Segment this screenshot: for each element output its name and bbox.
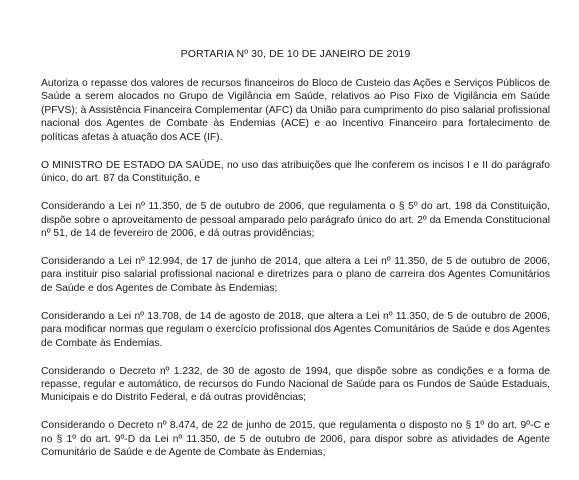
considering-paragraph: Considerando a Lei nº 11.350, de 5 de outubro de 2006, que regulamenta o § 5º do art. 198 da Constituição, dispõe sobre o aproveitamento de pessoal amparado pelo parágrafo único do art. 2º da Emenda Constitucional nº 51, de 14 de fevereiro de 2006, e dá outras providências; [41,201,550,240]
ementa-paragraph: Autoriza o repasse dos valores de recursos financeiros do Bloco de Custeio das Ações e Serviços Públicos de Saúde a serem alocados no Grupo de Vigilância em Saúde, relativos ao Piso Fixo de Vigilância em Saúde (PFVS); à Assistência Financeira Complementar (AFC) da União para cumprimento do piso salarial profissional nacional dos Agentes de Combate às Endemias (ACE) e ao Incentivo Financeiro para fortalecimento de políticas afetas à atuação dos ACE (IF). [41,78,550,143]
considering-paragraph: Considerando o Decreto nº 1.232, de 30 de agosto de 1994, que dispõe sobre as condições e a forma de repasse, regular e automático, de recursos do Fundo Nacional de Saúde para os Fundos de Saúde Estaduais, Municipais e do Distrito Federal, e dá outras providências; [41,365,550,404]
considering-paragraph: Considerando a Lei nº 12.994, de 17 de junho de 2014, que altera a Lei nº 11.350, de 5 de outubro de 2006, para instituir piso salarial profissional nacional e diretrizes para o plano de carreira dos Agentes Comunitários de Saúde e dos Agentes de Combate às Endemias; [41,256,550,294]
considering-paragraph: Considerando a Lei nº 13.708, de 14 de agosto de 2018, que altera a Lei nº 11.350, de 5 de outubro de 2006, para modificar normas que regulam o exercício profissional dos Agentes Comunitários de Saúde e dos Agentes de Combate às Endemias. [41,310,550,349]
document-title: PORTARIA Nº 30, DE 10 DE JANEIRO DE 2019 [180,48,411,60]
considering-paragraph: Considerando o Decreto nº 8.474, de 22 de junho de 2015, que regulamenta o disposto no § 1º do art. 9º-C e no § 1º do art. 9º-D da Lei nº 11.350, de 5 de outubro de 2006, para dispor sobre as atividades de Agente Comunitário de Saúde e de Agente de Combate às Endemias; [41,420,550,459]
preamble-paragraph: O MINISTRO DE ESTADO DA SAÚDE, no uso das atribuições que lhe conferem os incisos I e II do parágrafo único, do art. 87 da Constituição, e [41,160,550,185]
